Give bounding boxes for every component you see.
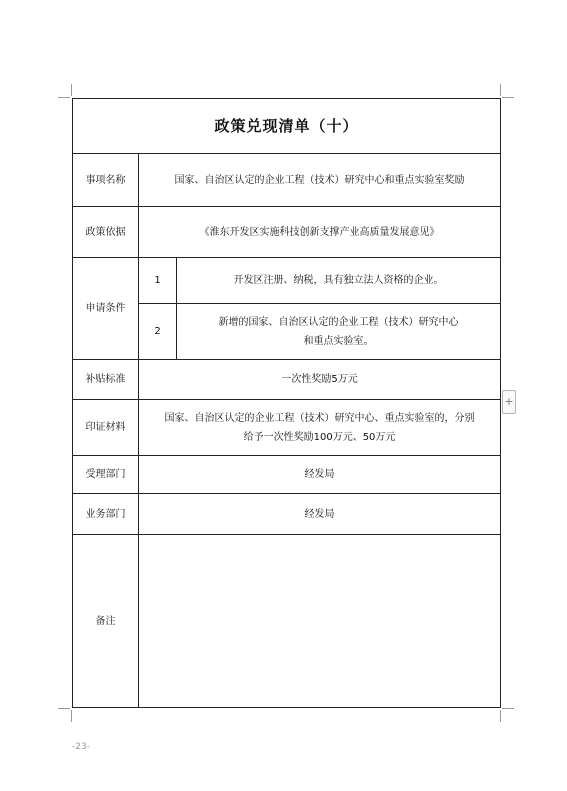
corner-mark-tr-v (500, 84, 501, 96)
corner-mark-tl-v (71, 84, 72, 96)
row-label-conditions: 申请条件 (73, 258, 139, 360)
evidence-value (139, 400, 501, 456)
corner-mark-tr-h (502, 97, 514, 98)
title-row (73, 99, 501, 154)
subsidy-value: 一次性奖励5万元 (139, 360, 501, 400)
corner-mark-bl-v (71, 710, 72, 722)
item-name-value: 国家、自治区认定的企业工程（技术）研究中心和重点实验室奖励 (139, 154, 501, 207)
corner-mark-tl-h (58, 97, 70, 98)
table-row (73, 360, 501, 400)
page-number: -23- (72, 742, 90, 752)
table-row (73, 207, 501, 258)
row-label-subsidy: 补贴标准 (73, 360, 139, 400)
evidence-line: 国家、自治区认定的企业工程（技术）研究中心、重点实验室的，分别 (164, 412, 475, 424)
row-label-policy-basis: 政策依据 (73, 207, 139, 258)
condition-text: 开发区注册、纳税，具有独立法人资格的企业。 (177, 258, 501, 304)
row-label-item-name: 事项名称 (73, 154, 139, 207)
condition-text-line: 新增的国家、自治区认定的企业工程（技术）研究中心 (218, 316, 459, 328)
policy-table (72, 98, 501, 708)
business-dept-value: 经发局 (139, 494, 501, 535)
policy-basis-value: 《淮东开发区实施科技创新支撑产业高质量发展意见》 (139, 207, 501, 258)
accepting-dept-value: 经发局 (139, 456, 501, 494)
condition-number: 1 (139, 258, 177, 304)
corner-mark-br-h (502, 708, 514, 709)
remarks-value (139, 535, 501, 708)
corner-mark-bl-h (58, 708, 70, 709)
table-row (73, 535, 501, 708)
condition-number: 2 (139, 304, 177, 360)
table-row (73, 258, 501, 304)
row-label-remarks: 备注 (73, 535, 139, 708)
table-row (73, 400, 501, 456)
condition-text-line: 和重点实验室。 (303, 335, 374, 347)
table-row (73, 494, 501, 535)
table-expand-handle[interactable]: + (502, 390, 516, 414)
condition-text (177, 304, 501, 360)
page-title: 政策兑现清单（十） (73, 99, 501, 154)
table-row (73, 456, 501, 494)
row-label-accepting-dept: 受理部门 (73, 456, 139, 494)
row-label-evidence: 印证材料 (73, 400, 139, 456)
table-row (73, 154, 501, 207)
corner-mark-br-v (500, 710, 501, 722)
row-label-business-dept: 业务部门 (73, 494, 139, 535)
evidence-line: 给予一次性奖励100万元、50万元 (243, 431, 396, 443)
